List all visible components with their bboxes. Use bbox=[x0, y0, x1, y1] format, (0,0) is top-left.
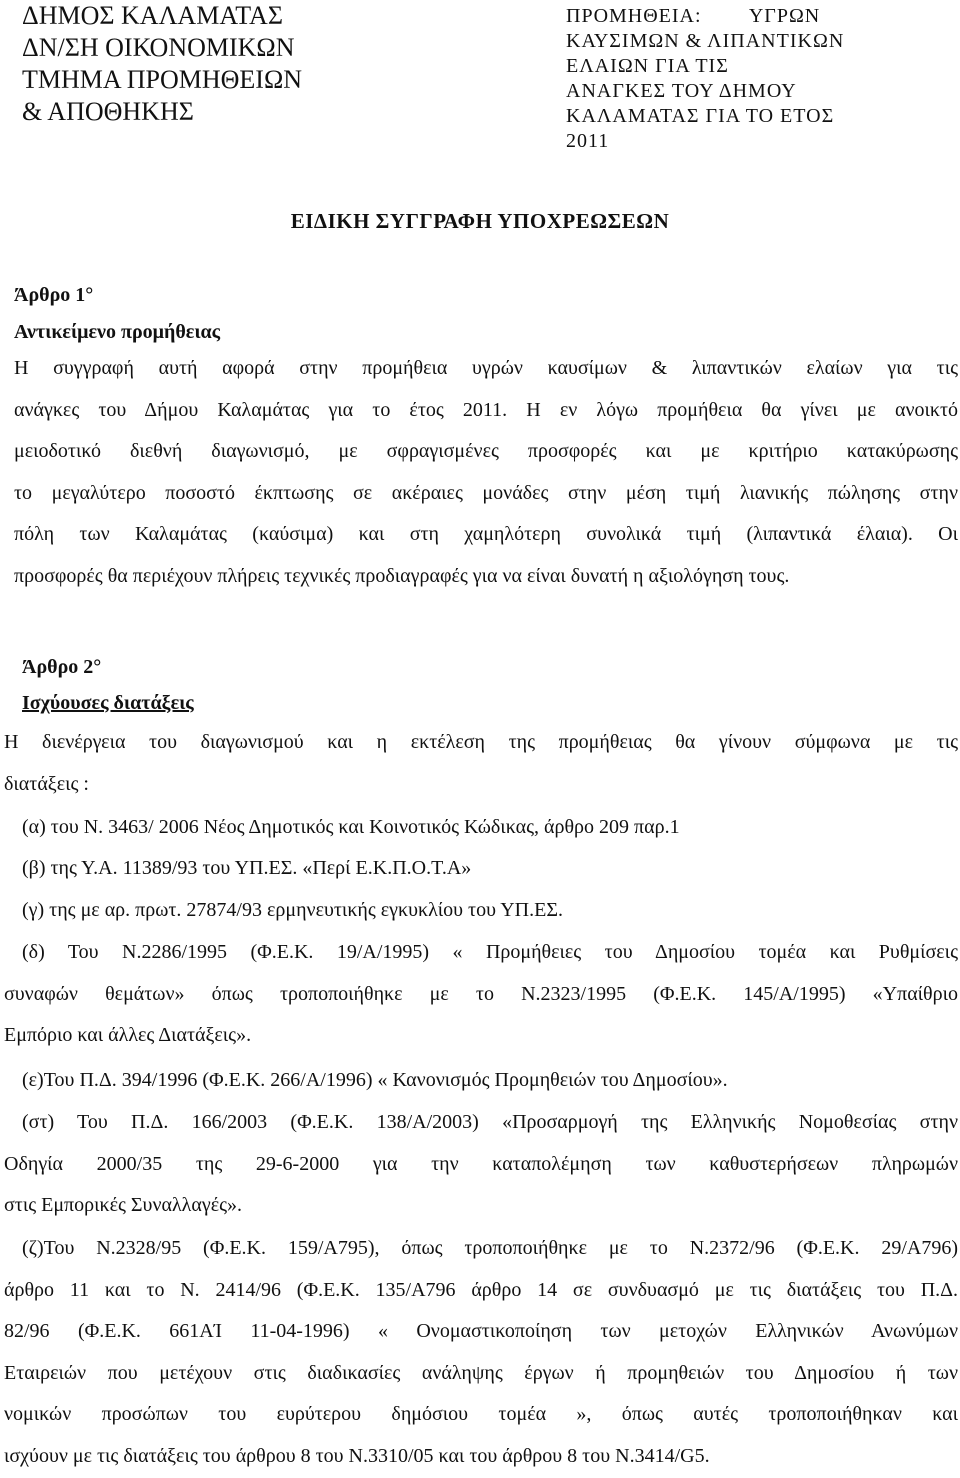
subject-line: ΑΝΑΓΚΕΣ ΤΟΥ ΔΗΜΟΥ bbox=[566, 80, 797, 102]
body-line: συναφών θεμάτων» όπως τροποποιήθηκε με το Ν.2323/1995 (Φ.Ε.Κ. 145/Α/1995) «Υπαίθριο bbox=[4, 982, 958, 1005]
provision-b: (β) της Υ.Α. 11389/93 του ΥΠ.ΕΣ. «Περί Ε.Κ.Π.Ο.Τ.Α» bbox=[22, 857, 472, 879]
body-line: Οδηγία 2000/35 της 29-6-2000 για την καταπολέμηση των καθυστερήσεων πληρωμών bbox=[4, 1152, 958, 1175]
body-line: Η συγγραφή αυτή αφορά στην προμήθεια υγρών καυσίμων & λιπαντικών ελαίων για τις bbox=[14, 357, 958, 379]
article-1-body bbox=[14, 348, 958, 597]
body-line: μειοδοτικό διεθνή διαγωνισμό, με σφραγισμένες προσφορές και με κριτήριο κατακύρωσης bbox=[14, 440, 958, 462]
body-line: στις Εμπορικές Συναλλαγές». bbox=[4, 1194, 243, 1216]
body-line: διατάξεις : bbox=[4, 772, 89, 795]
article-2-heading: Άρθρο 2° bbox=[22, 656, 102, 678]
provision-c: (γ) της με αρ. πρωτ. 27874/93 ερμηνευτικής εγκυκλίου του ΥΠ.ΕΣ. bbox=[22, 899, 563, 921]
body-line: (ζ)Του Ν.2328/95 (Φ.Ε.Κ. 159/Α795), όπως τροποποιήθηκε με το Ν.2372/96 (Φ.Ε.Κ. 29/Α796) bbox=[22, 1237, 958, 1259]
document-title: ΕΙΔΙΚΗ ΣΥΓΓΡΑΦΗ ΥΠΟΧΡΕΩΣΕΩΝ bbox=[290, 209, 670, 233]
issuer-line: ΔΝ/ΣΗ ΟΙΚΟΝΟΜΙΚΩΝ bbox=[22, 33, 295, 62]
body-line: 82/96 (Φ.Ε.Κ. 661ΑΊ 11-04-1996) « Ονομαστικοποίηση των μετοχών Ελληνικών Ανωνύμων bbox=[4, 1320, 958, 1342]
body-line: ισχύουν με τις διατάξεις του άρθρου 8 του Ν.3310/05 και του άρθρου 8 του Ν.3414/G5. bbox=[4, 1444, 710, 1467]
provision-st bbox=[4, 1102, 958, 1227]
subject-line: ΕΛΑΙΩΝ ΓΙΑ ΤΙΣ bbox=[566, 55, 729, 77]
issuer-line: & ΑΠΟΘΗΚΗΣ bbox=[22, 97, 194, 126]
provision-z bbox=[4, 1228, 958, 1477]
body-line: (στ) Του Π.Δ. 166/2003 (Φ.Ε.Κ. 138/Α/2003) «Προσαρμογή της Ελληνικής Νομοθεσίας στην bbox=[22, 1111, 958, 1133]
subject-line: ΠΡΟΜΗΘΕΙΑ: ΥΓΡΩΝ bbox=[566, 5, 821, 27]
provision-d bbox=[4, 932, 958, 1057]
body-line: προσφορές θα περιέχουν πλήρεις τεχνικές προδιαγραφές για να είναι δυνατή η αξιολόγηση τους. bbox=[14, 564, 790, 587]
body-line: άρθρο 11 και το Ν. 2414/96 (Φ.Ε.Κ. 135/Α796 άρθρο 14 σε συνδυασμό με τις διατάξεις του Π.Δ. bbox=[4, 1278, 958, 1301]
article-2-subheading: Ισχύουσες διατάξεις bbox=[22, 692, 194, 714]
issuer-line: ΔΗΜΟΣ ΚΑΛΑΜΑΤΑΣ bbox=[22, 1, 283, 30]
body-line: νομικών προσώπων του ευρύτερου δημόσιου τομέα », όπως αυτές τροποποιήθηκαν και bbox=[4, 1403, 958, 1425]
subject-line: ΚΑΥΣΙΜΩΝ & ΛΙΠΑΝΤΙΚΩΝ bbox=[566, 30, 845, 52]
provision-a: (α) του Ν. 3463/ 2006 Νέος Δημοτικός και Κοινοτικός Κώδικας, άρθρο 209 παρ.1 bbox=[22, 816, 680, 838]
issuer-block bbox=[22, 0, 462, 128]
body-line: το μεγαλύτερο ποσοστό έκπτωσης σε ακέραιες μονάδες στην μέση τιμή λιανικής πώλησης στην bbox=[14, 481, 958, 504]
article-1-subheading: Αντικείμενο προμήθειας bbox=[14, 321, 221, 343]
subject-line: ΚΑΛΑΜΑΤΑΣ ΓΙΑ ΤΟ ΕΤΟΣ bbox=[566, 105, 835, 127]
article-1-heading: Άρθρο 1° bbox=[14, 284, 94, 306]
body-line: ανάγκες του Δήμου Καλαμάτας για το έτος 2011. Η εν λόγω προμήθεια θα γίνει με ανοικτό bbox=[14, 398, 958, 421]
subject-line: 2011 bbox=[566, 130, 610, 152]
body-line: πόλη των Καλαμάτας (καύσιμα) και στη χαμηλότερη συνολικά τιμή (λιπαντικά έλαια). Οι bbox=[14, 523, 958, 545]
subject-block bbox=[566, 4, 946, 154]
body-line: (δ) Του Ν.2286/1995 (Φ.Ε.Κ. 19/Α/1995) « Προμήθειες του Δημοσίου τομέα και Ρυθμίσεις bbox=[22, 941, 958, 963]
body-line: Η διενέργεια του διαγωνισμού και η εκτέλεση της προμήθειας θα γίνουν σύμφωνα με τις bbox=[4, 731, 958, 753]
body-line: Εταιρειών που μετέχουν στις διαδικασίες ανάληψης έργων ή προμηθειών του Δημοσίου ή των bbox=[4, 1361, 958, 1384]
article-2-intro bbox=[4, 722, 958, 805]
body-line: (ε)Του Π.Δ. 394/1996 (Φ.Ε.Κ. 266/Α/1996) « Κανονισμός Προμηθειών του Δημοσίου». bbox=[22, 1069, 728, 1091]
body-line: Εμπόριο και άλλες Διατάξεις». bbox=[4, 1024, 252, 1046]
issuer-line: ΤΜΗΜΑ ΠΡΟΜΗΘΕΙΩΝ bbox=[22, 65, 303, 94]
provision-e bbox=[22, 1060, 942, 1102]
